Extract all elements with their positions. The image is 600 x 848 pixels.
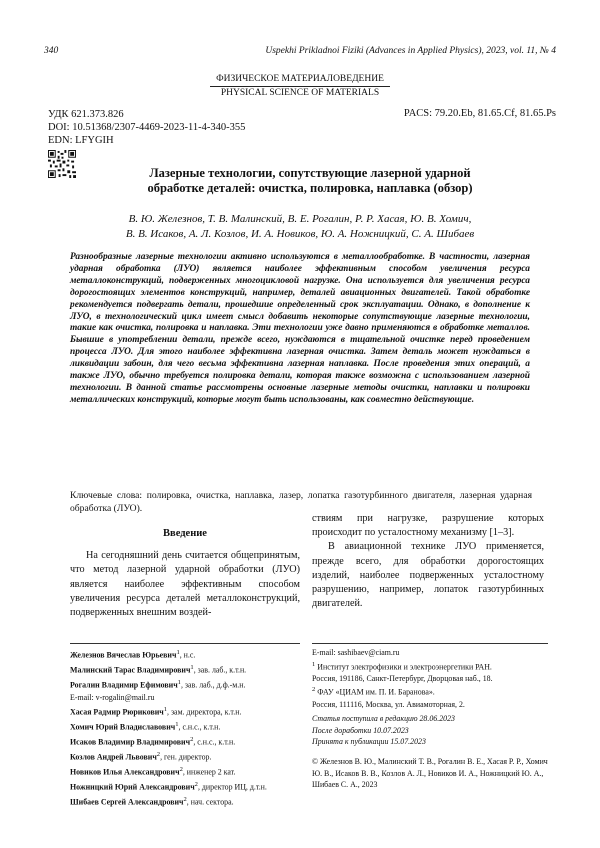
section-divider [210, 86, 390, 87]
pacs-codes: PACS: 79.20.Eb, 81.65.Cf, 81.65.Ps [403, 108, 556, 119]
author-entry: Хасая Радмир Рюрикович$^1$, зам. директора, к.т.н. [70, 706, 242, 717]
footnote-divider-right [312, 643, 548, 644]
intro-left-column [70, 527, 300, 620]
author-entry: Рогалин Владимир Ефимович$^1$, зав. лаб., д.ф.-м.н. [70, 678, 246, 690]
authors-line-1: В. Ю. Железнов, Т. В. Малинский, В. Е. Рогалин, Р. Р. Хасая, Ю. В. Хомич, [128, 213, 472, 225]
author-entry: Исаков Владимир Владимирович$^2$, с.н.с., к.т.н. [70, 735, 236, 747]
copyright-notice: © Железнов В. Ю., Малинский Т. В., Рогалин В. Е., Хасая Р. Р., Хомич Ю. В., Исаков В. В., Козлов А. Л., Новиков И. А., Ножницкий Ю. А., Шибаев С. А., 2023 [312, 757, 548, 790]
institution-2: $^2$ ФАУ «ЦИАМ им. П. И. Баранова». [312, 686, 435, 698]
abstract: Разнообразные лазерные технологии активно используются в металлообработке. В частности, лазерная ударная обработка (ЛУО) является наиболее эффективным способом увеличения ресурса металлоконструкций, подверженных многоцикловой нагрузке. Она используется для увеличения ресурса дорогостоящих элементов конструкций, например, деталей авиационных двигателей. Такой обработке рекомендуется подвергать детали, прошедшие определенный срок эксплуатации. Однако, в дополнение к ЛУО, в технологический цикл имеет смысл добавить некоторые сопутствующие лазерные технологии, такие как очистка, полировка и наплавка. Эти технологии уже давно применяются в обработке металлов. Бывшие в употреблении детали, прежде всего, нуждаются в тщательной очистке перед проведением процесса ЛУО. Для этого наиболее эффективна лазерная очистка. Затем деталь может нуждаться в ликвидации забоин, для чего весьма эффективна лазерная наплавка. После проведения этих операций, а также ЛУО, обычно требуется полировка детали, которая также возможна с использованием лазерной технологии. В данной статье рассмотрены основные лазерные методы очистки, наплавки и полировки металлических конструкций, которые могут быть использованы, как совместно действующие. [70, 252, 530, 405]
intro-right-column [312, 512, 544, 611]
journal-citation: Uspekhi Prikladnoi Fiziki (Advances in Applied Physics), 2023, vol. 11, № 4 [265, 46, 556, 56]
received-date: Статья поступила в редакцию 28.06.2023 [312, 714, 455, 724]
author-entry: Новиков Илья Александрович$^2$, инженер 2 кат. [70, 765, 236, 777]
intro-paragraph-2: В авиационной технике ЛУО применяется, прежде всего, для обработки дорогостоящих изделий, наиболее подверженных усталостному разрушению, например, лопаток газотурбинных двигателей. [312, 541, 544, 610]
author-entry: Железнов Вячеслав Юрьевич$^1$, н.с. [70, 649, 196, 660]
title-line-1: Лазерные технологии, сопутствующие лазерной ударной [149, 166, 471, 180]
udk-code: УДК 621.373.826 [48, 109, 124, 120]
contact-email[interactable]: E-mail: sashibaev@ciam.ru [312, 648, 400, 657]
institution-1: $^1$ Институт электрофизики и электроэнергетики РАН. [312, 660, 492, 672]
institution-info [312, 647, 548, 791]
article-title [100, 166, 520, 196]
edn-code: EDN: LFYGIH [48, 135, 114, 146]
institution-1-address: Россия, 191186, Санкт-Петербург, Дворцовая наб., 18. [312, 673, 493, 683]
institution-2-address: Россия, 111116, Москва, ул. Авиамоторная, 2. [312, 699, 465, 709]
qr-code-icon[interactable] [48, 150, 76, 178]
author-affiliations [70, 647, 302, 809]
section-title-ru: ФИЗИЧЕСКОЕ МАТЕРИАЛОВЕДЕНИЕ [216, 74, 384, 84]
page-number: 340 [44, 46, 59, 56]
footnote-divider-left [70, 643, 300, 644]
section-title-en: PHYSICAL SCIENCE OF MATERIALS [220, 88, 380, 98]
authors-line-2: В. В. Исаков, А. Л. Козлов, И. А. Новиков, Ю. А. Ножницкий, С. А. Шибаев [125, 228, 475, 240]
intro-heading: Введение [163, 528, 207, 539]
author-email[interactable]: E-mail: v-rogalin@mail.ru [70, 692, 155, 702]
publication-dates [312, 713, 548, 748]
keywords: Ключевые слова: полировка, очистка, наплавка, лазер, лопатка газотурбинного двигателя, лазерная ударная обработка (ЛУО). [70, 490, 532, 514]
intro-paragraph-1: На сегодняшний день считается общепринятым, что метод лазерной ударной обработки (ЛУО) является наиболее эффективным способом увеличения ресурса деталей металлоконструкций, подверженных внешним воздей- [70, 550, 300, 619]
revised-date: После доработки 10.07.2023 [312, 725, 409, 735]
author-list [60, 212, 540, 242]
running-head [44, 46, 556, 56]
accepted-date: Принята к публикации 15.07.2023 [312, 737, 426, 747]
author-entry: Шибаев Сергей Александрович$^2$, нач. сектора. [70, 795, 234, 807]
title-line-2: обработке деталей: очистка, полировка, наплавка (обзор) [147, 181, 473, 195]
author-entry: Козлов Андрей Львович$^2$, ген. директор. [70, 750, 212, 762]
intro-paragraph-1-continued: ствиям при нагрузке, разрушение которых происходит по усталостному механизму [1–3]. [312, 513, 544, 539]
author-entry: Хомич Юрий Владиславович$^1$, с.н.с., к.т.н. [70, 720, 221, 732]
section-heading [0, 74, 600, 99]
author-entry: Ножницкий Юрий Александрович$^2$, директор ИЦ, д.т.н. [70, 780, 267, 792]
author-entry: Малинский Тарас Владимирович$^1$, зав. лаб., к.т.н. [70, 663, 247, 675]
doi-link[interactable]: DOI: 10.51368/2307-4469-2023-11-4-340-355 [48, 122, 246, 133]
article-identifiers [48, 108, 245, 147]
